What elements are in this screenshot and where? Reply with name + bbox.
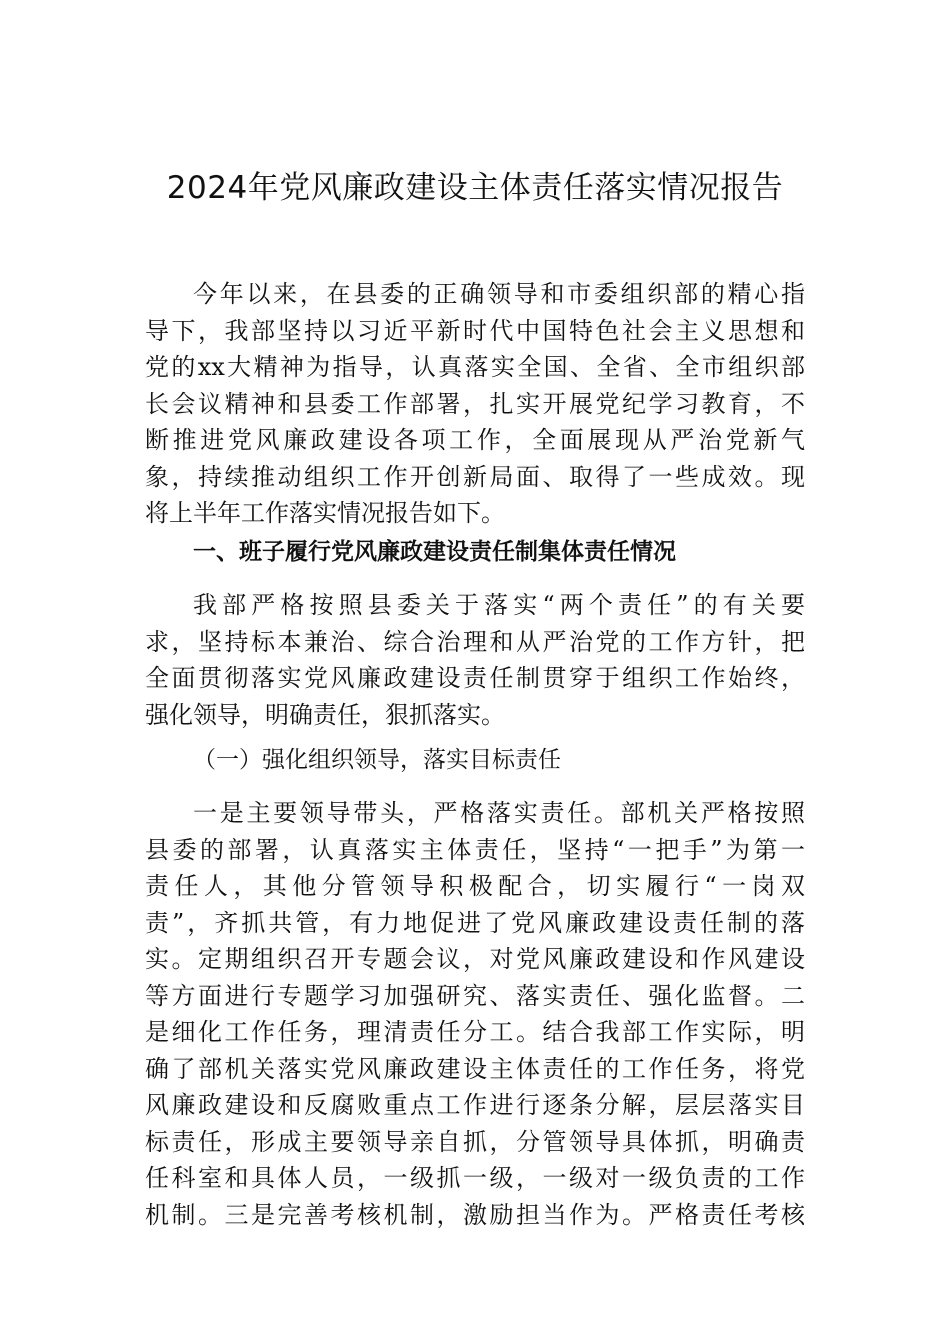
- paragraph-line: 全面贯彻落实党风廉政建设责任制贯穿于组织工作始终，: [145, 664, 805, 692]
- paragraph-line: 是细化工作任务，理清责任分工。结合我部工作实际，明: [145, 1018, 805, 1046]
- intro-paragraph: [145, 276, 805, 532]
- paragraph-line: 标责任，形成主要领导亲自抓，分管领导具体抓，明确责: [145, 1127, 805, 1156]
- subsection-1-paragraph: [145, 795, 805, 1233]
- paragraph-line: 求，坚持标本兼治、综合治理和从严治党的工作方针，把: [145, 627, 805, 656]
- paragraph-line: 实。定期组织召开专题会议，对党风廉政建设和作风建设: [145, 945, 805, 973]
- section-1-paragraph: [145, 587, 805, 733]
- paragraph-line: 导下，我部坚持以习近平新时代中国特色社会主义思想和: [145, 316, 805, 345]
- paragraph-line: 将上半年工作落实情况报告如下。: [145, 499, 505, 527]
- paragraph-line: 断推进党风廉政建设各项工作，全面展现从严治党新气: [145, 426, 805, 454]
- paragraph-line: 象，持续推动组织工作开创新局面、取得了一些成效。现: [145, 462, 805, 491]
- paragraph-line: 等方面进行专题学习加强研究、落实责任、强化监督。二: [145, 981, 805, 1010]
- paragraph-line: 我部严格按照县委关于落实“两个责任”的有关要: [193, 591, 805, 619]
- paragraph-line: 机制。三是完善考核机制，激励担当作为。严格责任考核: [145, 1200, 805, 1229]
- paragraph-line: 风廉政建设和反腐败重点工作进行逐条分解，层层落实目: [145, 1091, 805, 1119]
- document-title: 2024年党风廉政建设主体责任落实情况报告: [166, 170, 784, 206]
- paragraph-line: 确了部机关落实党风廉政建设主体责任的工作任务，将党: [145, 1054, 805, 1083]
- paragraph-line: 一是主要领导带头，严格落实责任。部机关严格按照: [193, 799, 805, 827]
- paragraph-line: 党的xx大精神为指导，认真落实全国、全省、全市组织部: [145, 353, 805, 381]
- paragraph-line: 责”，齐抓共管，有力地促进了党风廉政建设责任制的落: [145, 908, 805, 937]
- paragraph-line: 责任人，其他分管领导积极配合，切实履行“一岗双: [145, 872, 805, 900]
- section-heading: [145, 534, 805, 570]
- subsection-1-heading: （一）强化组织领导，落实目标责任: [193, 747, 561, 773]
- paragraph-line: 县委的部署，认真落实主体责任，坚持“一把手”为第一: [145, 835, 805, 864]
- paragraph-line: 强化领导，明确责任，狠抓落实。: [145, 700, 505, 729]
- paragraph-line: 长会议精神和县委工作部署，扎实开展党纪学习教育，不: [145, 389, 805, 418]
- paragraph-line: 今年以来，在县委的正确领导和市委组织部的精心指: [193, 280, 805, 308]
- subsection-heading: [145, 742, 805, 778]
- paragraph-line: 任科室和具体人员，一级抓一级，一级对一级负责的工作: [145, 1164, 805, 1192]
- section-1-heading: 一、班子履行党风廉政建设责任制集体责任情况: [193, 539, 676, 565]
